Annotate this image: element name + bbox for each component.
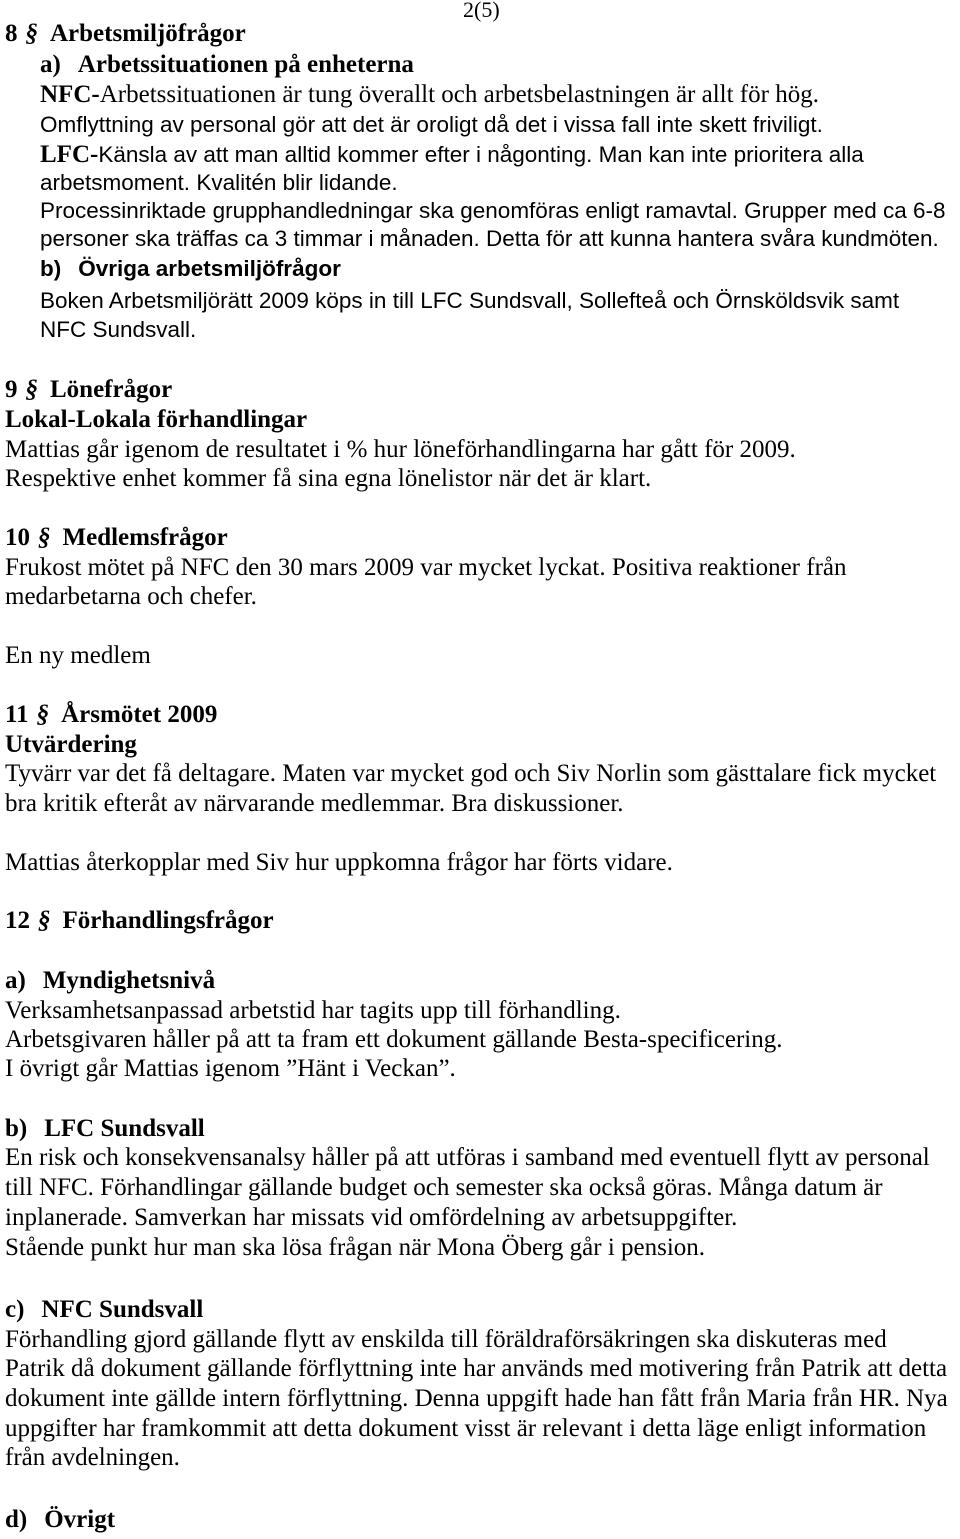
paragraph-line: medarbetarna och chefer.: [5, 583, 257, 610]
section-number: 9: [5, 376, 18, 403]
subsection-8b-heading: [40, 254, 341, 284]
unit-prefix-nfc: NFC-: [40, 81, 100, 108]
paragraph-line: Respektive enhet kommer få sina egna lönelistor när det är klart.: [5, 465, 652, 492]
line-text: Arbetssituationen är tung överallt och arbetsbelastningen är allt för hög.: [99, 81, 819, 108]
subsection-title: Arbetssituationen på enheterna: [77, 51, 414, 78]
paragraph-line: Omflyttning av personal gör att det är oroligt då det i vissa fall inte skett friviligt.: [40, 112, 823, 137]
paragraph-line: En ny medlem: [5, 642, 151, 669]
section-sign: §: [25, 376, 38, 403]
paragraph-line: Mattias återkopplar med Siv hur uppkomna frågor har förts vidare.: [5, 849, 673, 876]
section-sign: §: [25, 20, 38, 47]
paragraph-line: [40, 80, 819, 110]
subsection-heading: Lokal-Lokala förhandlingar: [5, 406, 308, 433]
subsection-label: c): [5, 1296, 25, 1323]
paragraph-line: Verksamhetsanpassad arbetstid har tagits upp till förhandling.: [5, 997, 621, 1024]
paragraph-line: Processinriktade grupphandledningar ska genomföras enligt ramavtal. Grupper med ca 6-8: [40, 198, 946, 223]
section-11-heading: [5, 700, 217, 730]
subsection-title: LFC Sundsvall: [44, 1115, 205, 1142]
section-number: 12: [5, 907, 30, 934]
section-sign: §: [38, 524, 51, 551]
section-number: 11: [5, 701, 29, 728]
unit-prefix-lfc: LFC-: [40, 141, 99, 168]
section-title: Arbetsmiljöfrågor: [50, 20, 246, 47]
paragraph-line: bra kritik efteråt av närvarande medlemmar. Bra diskussioner.: [5, 790, 624, 817]
paragraph-line: I övrigt går Mattias igenom ”Hänt i Veckan”.: [5, 1055, 456, 1082]
subsection-title: Myndighetsnivå: [42, 967, 216, 994]
paragraph-line: arbetsmoment. Kvalitén blir lidande.: [40, 170, 398, 195]
subsection-label: b): [40, 256, 62, 281]
section-number: 8: [5, 20, 18, 47]
section-title: Årsmötet 2009: [61, 701, 218, 728]
paragraph-line: [40, 140, 864, 170]
paragraph-line: till NFC. Förhandlingar gällande budget och semester ska också göras. Många datum är: [5, 1174, 883, 1201]
section-9-heading: [5, 375, 172, 405]
section-number: 10: [5, 524, 30, 551]
paragraph-line: NFC Sundsvall.: [40, 317, 197, 342]
section-sign: §: [38, 907, 51, 934]
paragraph-line: uppgifter har framkommit att detta dokument visst är relevant i detta läge enligt information: [5, 1415, 927, 1442]
subsection-title: Övrigt: [44, 1506, 116, 1533]
paragraph-line: Patrik då dokument gällande förflyttning inte har används med motivering från Patrik att detta: [5, 1355, 948, 1382]
subsection-12b-heading: [5, 1114, 205, 1144]
subsection-label: d): [5, 1506, 28, 1533]
paragraph-line: Förhandling gjord gällande flytt av enskilda till föräldraförsäkringen ska diskuteras med: [5, 1326, 887, 1353]
paragraph-line: från avdelningen.: [5, 1444, 180, 1471]
section-8-heading: [5, 19, 246, 49]
line-text: Känsla av att man alltid kommer efter i någonting. Man kan inte prioritera alla: [98, 142, 864, 167]
paragraph-line: Mattias går igenom de resultatet i % hur löneförhandlingarna har gått för 2009.: [5, 436, 796, 463]
paragraph-line: Stående punkt hur man ska lösa frågan när Mona Öberg går i pension.: [5, 1234, 706, 1261]
subsection-12a-heading: [5, 966, 215, 996]
subsection-12d-heading: [5, 1505, 115, 1535]
section-12-heading: [5, 906, 274, 936]
section-title: Förhandlingsfrågor: [62, 907, 274, 934]
section-title: Lönefrågor: [50, 376, 173, 403]
paragraph-line: inplanerade. Samverkan har missats vid omfördelning av arbetsuppgifter.: [5, 1204, 738, 1231]
paragraph-line: En risk och konsekvensanalsy håller på att utföras i samband med eventuell flytt av personal: [5, 1144, 930, 1171]
section-title: Medlemsfrågor: [62, 524, 228, 551]
section-10-heading: [5, 523, 228, 553]
subsection-8a-heading: [40, 50, 414, 80]
paragraph-line: dokument inte gällde intern förflyttning. Denna uppgift hade han fått från Maria från HR. Nya: [5, 1385, 948, 1412]
paragraph-line: personer ska träffas ca 3 timmar i månaden. Detta för att kunna hantera svåra kundmöten.: [40, 226, 939, 251]
subsection-title: NFC Sundsvall: [41, 1296, 204, 1323]
subsection-heading: Utvärdering: [5, 731, 137, 758]
paragraph-line: Frukost mötet på NFC den 30 mars 2009 var mycket lyckat. Positiva reaktioner från: [5, 554, 847, 581]
subsection-label: b): [5, 1115, 28, 1142]
subsection-label: a): [5, 967, 26, 994]
subsection-12c-heading: [5, 1295, 203, 1325]
subsection-label: a): [40, 51, 61, 78]
subsection-title: Övriga arbetsmiljöfrågor: [78, 256, 341, 281]
paragraph-line: Tyvärr var det få deltagare. Maten var mycket god och Siv Norlin som gästtalare fick mycket: [5, 760, 937, 787]
page-number: 2(5): [463, 0, 500, 22]
paragraph-line: Arbetsgivaren håller på att ta fram ett dokument gällande Besta-specificering.: [5, 1026, 783, 1053]
section-sign: §: [36, 701, 50, 728]
paragraph-line: Boken Arbetsmiljörätt 2009 köps in till LFC Sundsvall, Sollefteå och Örnsköldsvik samt: [40, 288, 900, 313]
